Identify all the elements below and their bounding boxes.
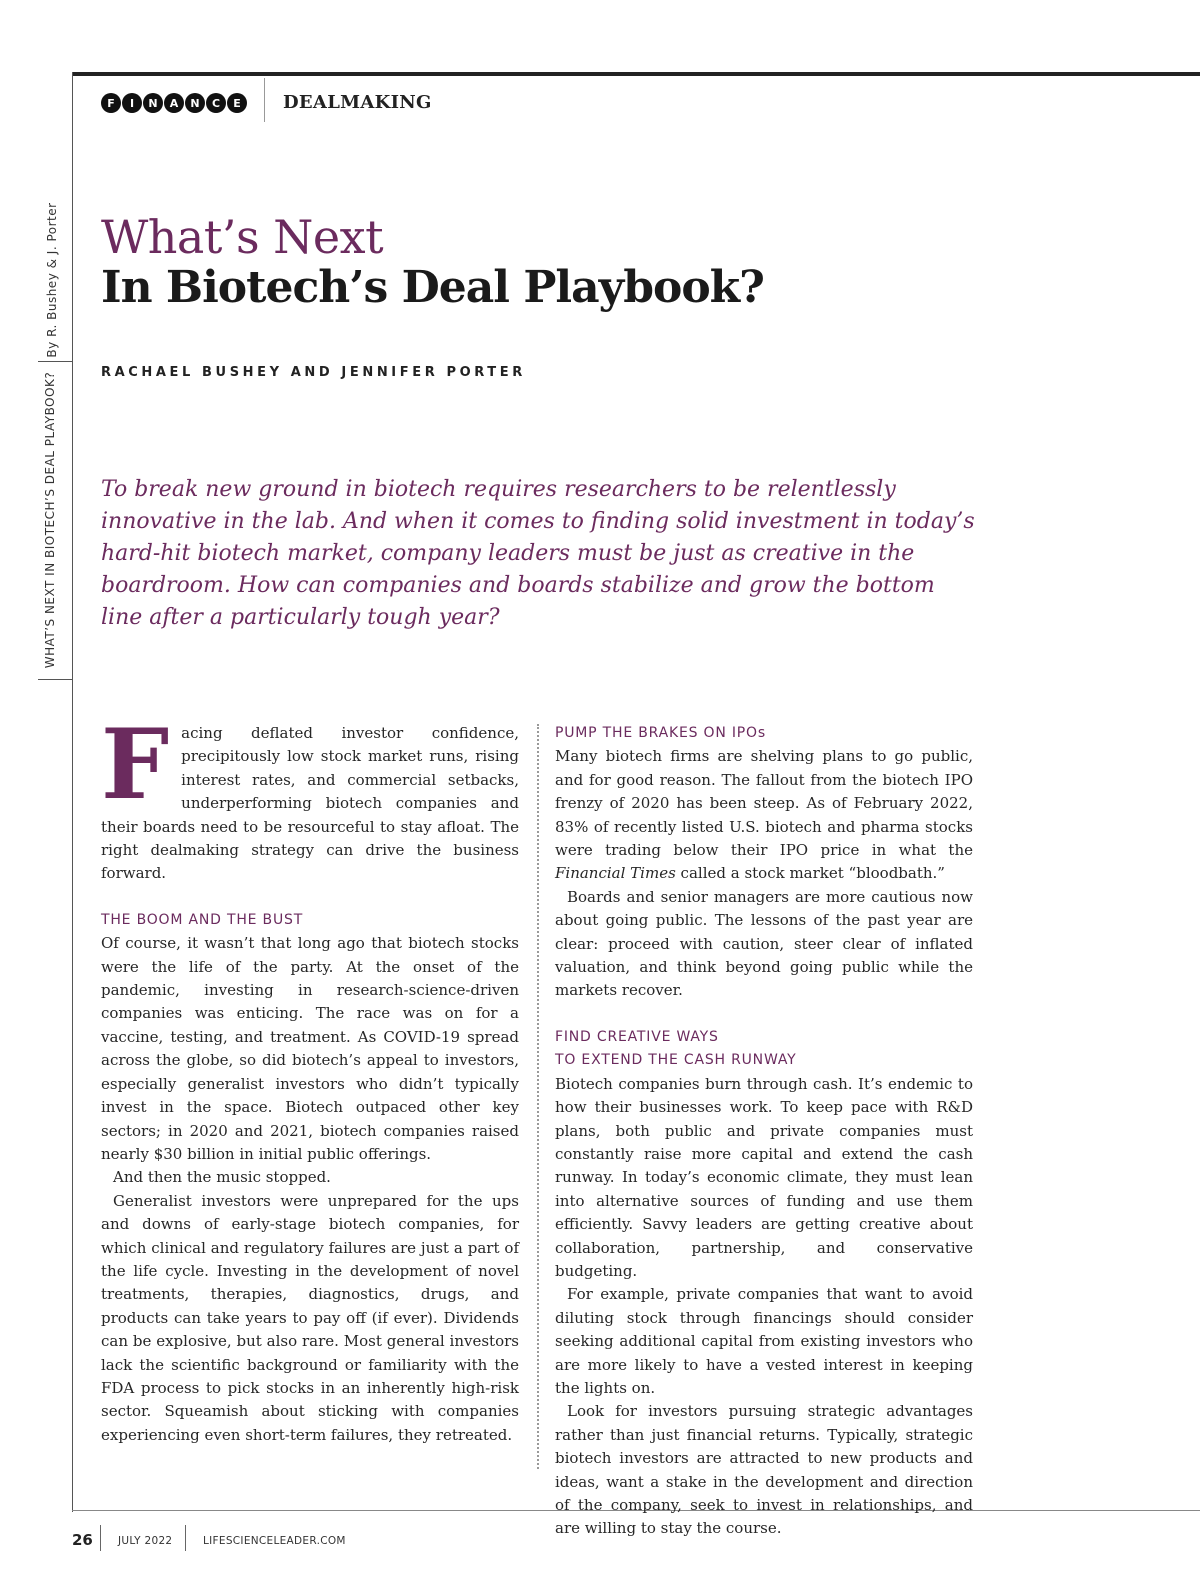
issue-date: JULY 2022 — [118, 1535, 173, 1547]
section-label-pills — [101, 93, 247, 113]
section-letter: F — [101, 93, 121, 113]
section-letter: C — [206, 93, 226, 113]
header-divider — [264, 78, 265, 122]
subhead-cash-line2: TO EXTEND THE CASH RUNWAY — [555, 1052, 797, 1069]
article-headline: In Biotech’s Deal Playbook? — [101, 262, 764, 313]
body-paragraph: For example, private companies that want to avoid diluting stock through financings should consider seeking additional capital from existing investors who are more likely to have a vested interest in keeping the lights on. — [555, 1285, 973, 1397]
section-letter: N — [143, 93, 163, 113]
footer-divider — [100, 1525, 101, 1551]
intro-paragraph — [101, 708, 519, 886]
body-column-left — [101, 708, 519, 1447]
body-paragraph: Generalist investors were unprepared for the ups and downs of early-stage biotech companies, for which clinical and regulatory failures are just a part of the life cycle. Investing in the development of novel treatments, therapies, diagnostics, drugs, and products can take years to pay off (if ever). Dividends can be explosive, but also rare. Most general investors lack the scientific background or familiarity with the FDA process to pick stocks in an inherently high-risk sector. Squeamish about sticking with companies experiencing even short-term failures, they retreated. — [101, 1191, 519, 1444]
body-paragraph: And then the music stopped. — [113, 1168, 331, 1187]
footer-divider — [185, 1525, 186, 1551]
article-kicker: What’s Next — [101, 210, 384, 264]
body-paragraph: Biotech companies burn through cash. It’s endemic to how their businesses work. To keep pace with R&D plans, both public and private companies must constantly raise more capital and extend the cash runway. In today’s economic climate, they must lean into alternative sources of funding and use them efficiently. Savvy leaders are getting creative about collaboration, partnership, and conservative budgeting. — [555, 1074, 973, 1280]
subhead-boom: THE BOOM AND THE BUST — [101, 911, 304, 928]
column-divider — [537, 724, 539, 1469]
body-paragraph — [555, 745, 973, 885]
section-letter: N — [185, 93, 205, 113]
intro-text: acing deflated investor confidence, precipitously low stock market runs, rising interest rates, and commercial setbacks, underperforming biotech companies and their boards need to be resourceful to stay afloat. The right dealmaking strategy can drive the business forward. — [101, 724, 519, 883]
sidebar-byline: By R. Bushey & J. Porter — [45, 202, 59, 358]
body-paragraph: Of course, it wasn’t that long ago that biotech stocks were the life of the party. At the onset of the pandemic, investing in research-science-driven companies was enticing. The race was on for a vaccine, testing, and treatment. As COVID-19 spread across the globe, so did biotech’s appeal to investors, especially generalist investors who didn’t typically invest in the space. Biotech outpaced other key sectors; in 2020 and 2021, biotech companies raised nearly $30 billion in initial public offerings. — [101, 934, 519, 1163]
body-paragraph: Boards and senior managers are more cautious now about going public. The lessons of the past year are clear: proceed with caution, steer clear of inflated valuation, and think beyond going public while the markets recover. — [555, 887, 973, 1000]
section-letter: E — [227, 93, 247, 113]
drop-cap: F — [101, 708, 170, 821]
subhead-cash-line1: FIND CREATIVE WAYS — [555, 1028, 719, 1045]
subhead-ipo: PUMP THE BRAKES ON IPOs — [555, 725, 766, 741]
body-column-right — [555, 722, 973, 1541]
top-rule — [72, 72, 1200, 76]
body-text: called a stock market “bloodbath.” — [675, 864, 945, 883]
section-letter: A — [164, 93, 184, 113]
article-deck: To break new ground in biotech requires researchers to be relentlessly innovative in the lab. And when it comes to finding solid investment in today’s hard-hit biotech market, company leaders must be just as creative in the boardroom. How can companies and boards stabilize and grow the bottom line after a particularly tough year? — [101, 477, 975, 630]
website-link[interactable]: LIFESCIENCELEADER.COM — [203, 1535, 346, 1547]
body-text: Many biotech firms are shelving plans to go public, and for good reason. The fallout from the biotech IPO frenzy of 2020 has been steep. As of February 2022, 83% of recently listed U.S. biotech and pharma stocks were trading below their IPO price in what the — [555, 747, 973, 860]
left-margin-rule — [72, 72, 73, 1512]
publication-name: Financial Times — [555, 864, 676, 883]
sidebar-running-title: WHAT’S NEXT IN BIOTECH’S DEAL PLAYBOOK? — [43, 371, 57, 669]
page-number: 26 — [72, 1531, 93, 1549]
section-name: DEALMAKING — [283, 92, 432, 113]
section-letter: I — [122, 93, 142, 113]
sidebar-divider — [38, 361, 72, 362]
body-paragraph: Look for investors pursuing strategic advantages rather than just financial returns. Typically, strategic biotech investors are attracted to new products and ideas, want a stake in the development and direction of the company, seek to invest in relationships, and are willing to stay the course. — [555, 1402, 973, 1538]
article-authors: RACHAEL BUSHEY AND JENNIFER PORTER — [101, 365, 526, 380]
sidebar-divider — [38, 679, 72, 680]
